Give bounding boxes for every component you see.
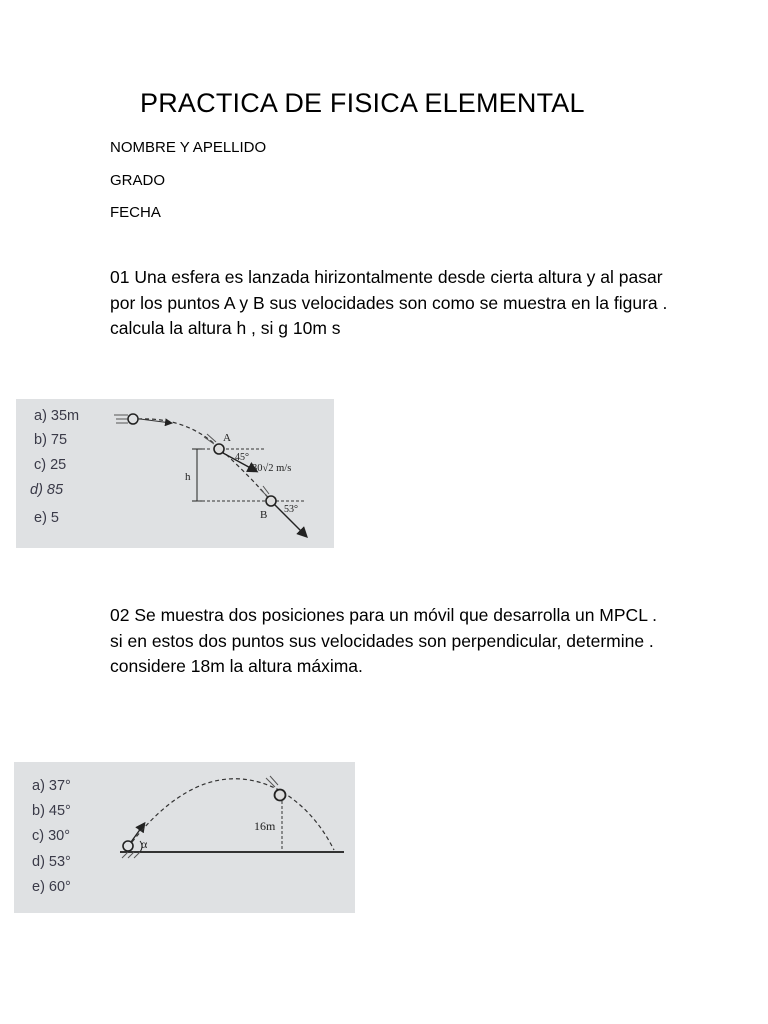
angle-b-label: 53° xyxy=(284,504,298,515)
problem-1-text: 01 Una esfera es lanzada hirizontalmente desde cierta altura y al pasar por los puntos A y B sus velocidades son como se muestra en la figura . calcula la altura h , si g 10m s xyxy=(110,267,668,338)
document-title: PRACTICA DE FISICA ELEMENTAL xyxy=(140,88,585,118)
problem-1-option-d: d) 85 xyxy=(30,482,64,498)
angle-a-label: 45° xyxy=(235,452,249,463)
problem-1-figure xyxy=(16,399,334,548)
projectile-diagram-1 xyxy=(16,399,334,548)
field-grade-label: GRADO xyxy=(110,172,166,189)
ball-launch xyxy=(123,841,133,851)
ball-point-a xyxy=(214,444,224,454)
velocity-label: 30√2 m/s xyxy=(252,463,292,474)
problem-1-option-e: e) 5 xyxy=(34,510,59,526)
trajectory-path xyxy=(138,419,271,501)
problem-2-figure xyxy=(14,762,355,913)
point-b-label: B xyxy=(260,509,268,521)
problem-2-option-c: c) 30° xyxy=(32,828,71,844)
problem-2-option-b: b) 45° xyxy=(32,803,71,819)
ball-point-b xyxy=(266,496,276,506)
problem-1-option-c: c) 25 xyxy=(34,457,67,473)
parabola-path xyxy=(132,779,334,850)
height-16m-label: 16m xyxy=(254,819,276,833)
problem-2-option-d: d) 53° xyxy=(32,854,71,870)
ball-second-position xyxy=(275,790,286,801)
problem-2-text: 02 Se muestra dos posiciones para un móvil que desarrolla un MPCL . si en estos dos puntos sus velocidades son perpendicular, determine . considere 18m la altura máxima. xyxy=(110,605,658,676)
problem-1-option-a: a) 35m xyxy=(34,408,80,424)
point-a-label: A xyxy=(223,432,231,444)
problem-1-option-b: b) 75 xyxy=(34,432,68,448)
height-label: h xyxy=(185,471,191,483)
projectile-diagram-2 xyxy=(14,762,355,913)
motion-lines-start xyxy=(114,415,128,423)
angle-alpha-label: α xyxy=(141,837,148,851)
problem-2-option-a: a) 37° xyxy=(32,778,71,794)
ball-start xyxy=(128,414,138,424)
field-name-label: NOMBRE Y APELLIDO xyxy=(110,139,267,156)
problem-2-option-e: e) 60° xyxy=(32,879,71,895)
field-date-label: FECHA xyxy=(110,204,161,221)
